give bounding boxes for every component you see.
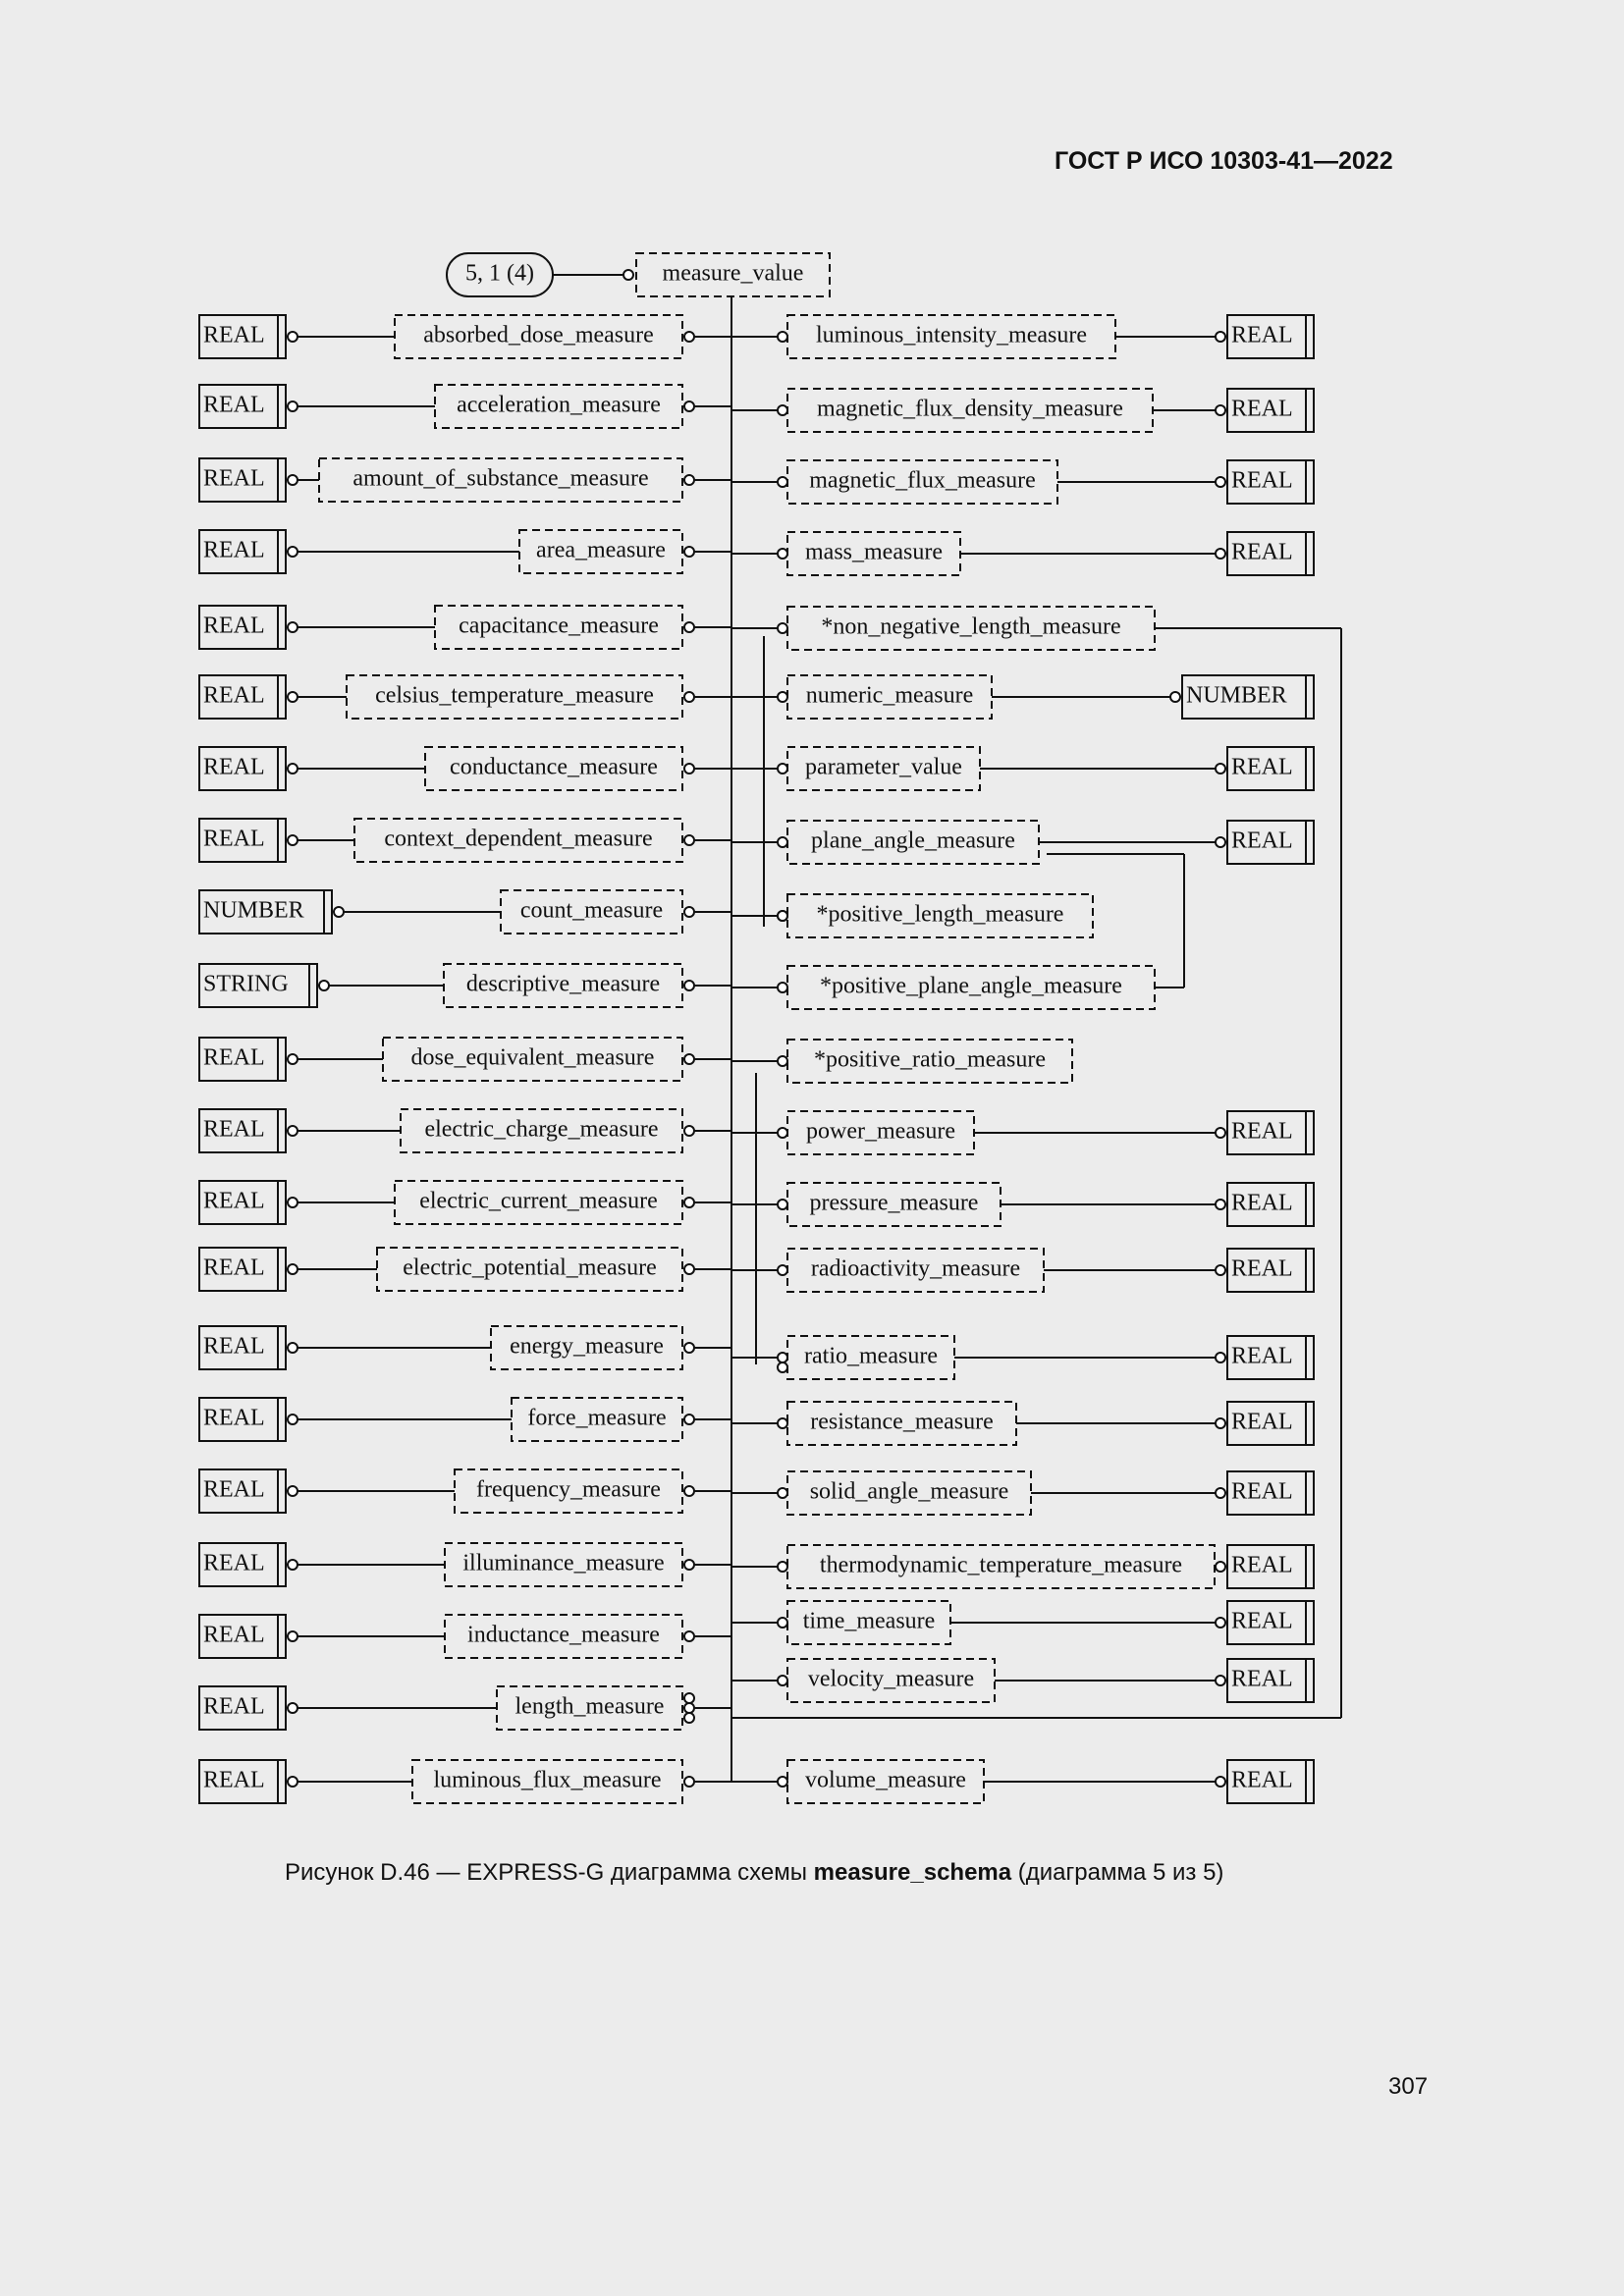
left-base-real: REAL (203, 826, 265, 852)
right-type-*positive_plane_angle_measure: *positive_plane_angle_measure (820, 973, 1122, 999)
relationship-circle (684, 907, 694, 917)
left-type-celsius_temperature_measure: celsius_temperature_measure (375, 682, 654, 709)
relationship-circle (684, 1693, 694, 1703)
relationship-circle (684, 401, 694, 411)
left-type-illuminance_measure: illuminance_measure (462, 1550, 665, 1576)
left-type-absorbed_dose_measure: absorbed_dose_measure (423, 322, 654, 348)
left-base-real: REAL (203, 1188, 265, 1214)
left-base-real: REAL (203, 465, 265, 492)
right-base-real: REAL (1231, 467, 1293, 494)
relationship-circle (684, 475, 694, 485)
relationship-circle (684, 622, 694, 632)
relationship-circle (1216, 332, 1225, 342)
relationship-circle (684, 1054, 694, 1064)
relationship-circle (684, 981, 694, 990)
left-base-real: REAL (203, 1550, 265, 1576)
right-type-luminous_intensity_measure: luminous_intensity_measure (816, 322, 1087, 348)
relationship-circle (288, 764, 298, 774)
right-base-real: REAL (1231, 1478, 1293, 1505)
relationship-circle (684, 1198, 694, 1207)
relationship-circle (778, 1353, 787, 1362)
relationship-circle (684, 692, 694, 702)
left-base-real: REAL (203, 613, 265, 639)
left-base-real: REAL (203, 1693, 265, 1720)
relationship-circle (1216, 1200, 1225, 1209)
relationship-circle (1216, 1618, 1225, 1628)
left-type-frequency_measure: frequency_measure (476, 1476, 661, 1503)
left-base-number: NUMBER (203, 897, 304, 924)
relationship-circle (684, 1126, 694, 1136)
left-base-real: REAL (203, 1476, 265, 1503)
relationship-circle (684, 1713, 694, 1723)
relationship-circle (288, 1054, 298, 1064)
right-type-mass_measure: mass_measure (805, 539, 943, 565)
left-type-capacitance_measure: capacitance_measure (459, 613, 659, 639)
relationship-circle (288, 401, 298, 411)
left-type-amount_of_substance_measure: amount_of_substance_measure (352, 465, 649, 492)
relationship-circle (778, 332, 787, 342)
right-type-power_measure: power_measure (806, 1118, 955, 1145)
relationship-circle (288, 1343, 298, 1353)
relationship-circle (778, 1418, 787, 1428)
caption-prefix: Рисунок D.46 — EXPRESS-G диаграмма схемы (285, 1859, 814, 1886)
right-type-ratio_measure: ratio_measure (804, 1343, 938, 1369)
relationship-circle (319, 981, 329, 990)
left-type-area_measure: area_measure (536, 537, 666, 563)
right-type-radioactivity_measure: radioactivity_measure (810, 1255, 1021, 1282)
relationship-circle (288, 1560, 298, 1570)
left-base-real: REAL (203, 1767, 265, 1793)
relationship-circle (334, 907, 344, 917)
relationship-circle (684, 1631, 694, 1641)
relationship-circle (288, 1264, 298, 1274)
right-type-*non_negative_length_measure: *non_negative_length_measure (821, 614, 1121, 640)
relationship-circle (288, 692, 298, 702)
relationship-circle (684, 1486, 694, 1496)
left-base-real: REAL (203, 1622, 265, 1648)
relationship-circle (684, 1560, 694, 1570)
left-type-inductance_measure: inductance_measure (467, 1622, 660, 1648)
relationship-circle (778, 1056, 787, 1066)
relationship-circle (1216, 1418, 1225, 1428)
right-base-real: REAL (1231, 1608, 1293, 1634)
relationship-circle (1170, 692, 1180, 702)
right-type-thermodynamic_temperature_measure: thermodynamic_temperature_measure (819, 1552, 1183, 1578)
relationship-circle (778, 1562, 787, 1572)
left-base-real: REAL (203, 682, 265, 709)
page-reference-label: 5, 1 (4) (465, 260, 534, 287)
relationship-circle (778, 549, 787, 559)
left-base-string: STRING (203, 971, 289, 997)
relationship-circle (1216, 477, 1225, 487)
relationship-circle (1216, 549, 1225, 559)
left-type-luminous_flux_measure: luminous_flux_measure (433, 1767, 662, 1793)
relationship-circle (684, 835, 694, 845)
relationship-circle (778, 623, 787, 633)
relationship-circle (288, 835, 298, 845)
left-type-electric_current_measure: electric_current_measure (419, 1188, 658, 1214)
right-type-parameter_value: parameter_value (805, 754, 962, 780)
left-type-force_measure: force_measure (527, 1405, 667, 1431)
relationship-circle (288, 332, 298, 342)
right-type-volume_measure: volume_measure (805, 1767, 966, 1793)
relationship-circle (778, 1777, 787, 1787)
caption-suffix: (диаграмма 5 из 5) (1011, 1859, 1224, 1886)
right-base-real: REAL (1231, 1118, 1293, 1145)
relationship-circle (778, 477, 787, 487)
left-base-real: REAL (203, 754, 265, 780)
right-base-real: REAL (1231, 1409, 1293, 1435)
relationship-circle (1216, 764, 1225, 774)
relationship-circle (778, 1200, 787, 1209)
relationship-circle (288, 1777, 298, 1787)
left-base-real: REAL (203, 322, 265, 348)
right-base-real: REAL (1231, 1666, 1293, 1692)
relationship-circle (1216, 405, 1225, 415)
left-type-energy_measure: energy_measure (510, 1333, 664, 1360)
relationship-circle (1216, 837, 1225, 847)
relationship-circle (684, 1415, 694, 1424)
relationship-circle (778, 1676, 787, 1685)
relationship-circle (288, 622, 298, 632)
right-type-velocity_measure: velocity_measure (807, 1666, 975, 1692)
right-base-real: REAL (1231, 1255, 1293, 1282)
right-base-real: REAL (1231, 1552, 1293, 1578)
root-relationship-circle (623, 270, 633, 280)
left-base-real: REAL (203, 537, 265, 563)
relationship-circle (778, 764, 787, 774)
right-type-time_measure: time_measure (802, 1608, 936, 1634)
left-type-descriptive_measure: descriptive_measure (465, 971, 661, 997)
relationship-circle (684, 764, 694, 774)
left-base-real: REAL (203, 1255, 265, 1281)
left-type-electric_charge_measure: electric_charge_measure (424, 1116, 659, 1143)
right-base-real: REAL (1231, 322, 1293, 348)
relationship-circle (778, 837, 787, 847)
left-type-length_measure: length_measure (514, 1693, 665, 1720)
left-type-context_dependent_measure: context_dependent_measure (384, 826, 653, 852)
right-base-real: REAL (1231, 754, 1293, 780)
relationship-circle (288, 547, 298, 557)
relationship-circle (684, 1264, 694, 1274)
relationship-circle (684, 1777, 694, 1787)
left-base-real: REAL (203, 1405, 265, 1431)
relationship-circle (684, 547, 694, 557)
left-type-acceleration_measure: acceleration_measure (457, 392, 661, 418)
relationship-circle (778, 1265, 787, 1275)
relationship-circle (684, 1343, 694, 1353)
left-type-count_measure: count_measure (519, 897, 664, 924)
left-type-electric_potential_measure: electric_potential_measure (403, 1255, 657, 1281)
relationship-circle (1216, 1777, 1225, 1787)
right-base-real: REAL (1231, 539, 1293, 565)
relationship-circle (1216, 1562, 1225, 1572)
left-type-conductance_measure: conductance_measure (450, 754, 658, 780)
figure-caption (285, 1859, 1223, 1887)
page-number: 307 (1388, 2073, 1429, 2100)
relationship-circle (684, 332, 694, 342)
relationship-circle (1216, 1128, 1225, 1138)
relationship-circle (1216, 1353, 1225, 1362)
relationship-circle (1216, 1265, 1225, 1275)
right-type-numeric_measure: numeric_measure (805, 682, 974, 709)
relationship-circle (288, 1486, 298, 1496)
relationship-circle (778, 405, 787, 415)
right-type-solid_angle_measure: solid_angle_measure (809, 1478, 1009, 1505)
right-base-real: REAL (1231, 396, 1293, 422)
relationship-circle (778, 1488, 787, 1498)
caption-schema-name: measure_schema (813, 1859, 1012, 1886)
right-type-magnetic_flux_measure: magnetic_flux_measure (809, 467, 1036, 494)
relationship-circle (288, 1415, 298, 1424)
right-base-real: REAL (1231, 1343, 1293, 1369)
left-type-dose_equivalent_measure: dose_equivalent_measure (410, 1044, 655, 1071)
relationship-circle (1216, 1676, 1225, 1685)
relationship-circle (288, 1126, 298, 1136)
relationship-circle (288, 1631, 298, 1641)
right-base-real: REAL (1231, 1190, 1293, 1216)
left-base-real: REAL (203, 1333, 265, 1360)
relationship-circle (288, 1703, 298, 1713)
relationship-circle (778, 1362, 787, 1372)
document-header: ГОСТ Р ИСО 10303-41—2022 (1055, 147, 1393, 175)
relationship-circle (778, 911, 787, 921)
relationship-circle (778, 1128, 787, 1138)
right-type-resistance_measure: resistance_measure (810, 1409, 994, 1435)
left-base-real: REAL (203, 1116, 265, 1143)
relationship-circle (778, 983, 787, 992)
right-base-real: REAL (1231, 1767, 1293, 1793)
right-type-plane_angle_measure: plane_angle_measure (811, 828, 1015, 854)
relationship-circle (684, 1703, 694, 1713)
right-type-pressure_measure: pressure_measure (809, 1190, 979, 1216)
root-type-measure_value: measure_value (662, 260, 804, 287)
relationship-circle (288, 475, 298, 485)
left-base-real: REAL (203, 392, 265, 418)
right-base-number: NUMBER (1186, 682, 1287, 709)
right-base-real: REAL (1231, 828, 1293, 854)
relationship-circle (288, 1198, 298, 1207)
right-type-*positive_ratio_measure: *positive_ratio_measure (814, 1046, 1046, 1073)
relationship-circle (1216, 1488, 1225, 1498)
left-base-real: REAL (203, 1044, 265, 1071)
relationship-circle (778, 692, 787, 702)
relationship-circle (778, 1618, 787, 1628)
right-type-magnetic_flux_density_measure: magnetic_flux_density_measure (817, 396, 1123, 422)
right-type-*positive_length_measure: *positive_length_measure (816, 901, 1064, 928)
